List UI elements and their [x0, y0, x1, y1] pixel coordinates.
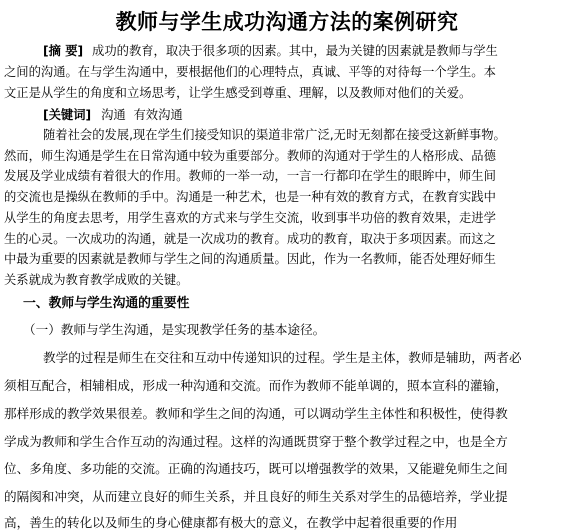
keywords-label: [关键词] [43, 108, 92, 122]
intro-line-4: 的交流也是操纵在教师的手中。沟通是一种艺术，也是一种有效的教育方式，在教育实践中 [4, 190, 496, 204]
intro-line-5: 从学生的角度去思考，用学生喜欢的方式来与学生交流，收到事半功倍的教育效果，走进学 [4, 211, 496, 225]
body-line-5: 位、多角度、多功能的交流。正确的沟通技巧，既可以增强教学的效果，又能避免师生之间 [4, 461, 508, 476]
abstract-line-3: 文正是从学生的角度和立场思考，让学生感受到尊重、理解，以及教师对他们的关爱。 [4, 86, 472, 100]
abstract-line-2: 之间的沟通。在与学生沟通中，要根据他们的心理特点，真诚、平等的对待每一个学生。本 [4, 65, 496, 79]
abstract-text: 成功的教育，取决于很多项的因素。其中，最为关键的因素就是教师与学生 [92, 44, 498, 58]
abstract-label: [摘 要] [43, 44, 84, 58]
intro-line-7: 中最为重要的因素就是教师与学生之间的沟通质量。因此，作为一名教师，能否处理好师生 [4, 252, 496, 266]
section-heading: 一、教师与学生沟通的重要性 [23, 296, 190, 311]
intro-line-1: 随着社会的发展,现在学生们接受知识的渠道非常广泛,无时无刻都在接受这新鲜事物。 [43, 128, 506, 142]
keywords-text: 沟通 有效沟通 [101, 108, 183, 122]
intro-line-3: 发展及学业成绩有着很大的作用。教师的一举一动，一言一行都印在学生的眼眸中，师生间 [4, 169, 496, 183]
document-title: 教师与学生成功沟通方法的案例研究 [115, 9, 459, 34]
body-line-4: 学成为教师和学生合作互动的沟通过程。这样的沟通既贯穿于整个教学过程之中，也是全方 [4, 434, 508, 449]
body-line-2: 须相互配合，相辅相成，形成一种沟通和交流。而作为教师不能单调的，照本宣科的灌输， [4, 378, 508, 393]
intro-line-2: 然而，师生沟通是学生在日常沟通中较为重要部分。教师的沟通对于学生的人格形成、品德 [4, 149, 496, 163]
body-line-3: 那样形成的教学效果很差。教师和学生之间的沟通，可以调动学生主体性和积极性，使得教 [4, 406, 508, 421]
body-line-1: 教学的过程是师生在交往和互动中传递知识的过程。学生是主体，教师是辅助，两者必 [43, 350, 522, 365]
intro-line-8: 关系就成为教育教学成败的关键。 [4, 273, 189, 287]
subsection-heading: （一）教师与学生沟通，是实现教学任务的基本途径。 [23, 322, 326, 337]
abstract-line-1 [43, 43, 498, 59]
body-line-7: 高，善生的转化以及师生的身心健康都有极大的意义，在教学中起着很重要的作用 [4, 515, 458, 530]
keywords-line [43, 107, 183, 123]
body-line-6: 的隔阂和冲突，从而建立良好的师生关系，并且良好的师生关系对学生的品德培养，学业提 [4, 489, 508, 504]
intro-line-6: 生的心灵。一次成功的沟通，就是一次成功的教育。成功的教育，取决于多项因素。而这之 [4, 232, 496, 246]
